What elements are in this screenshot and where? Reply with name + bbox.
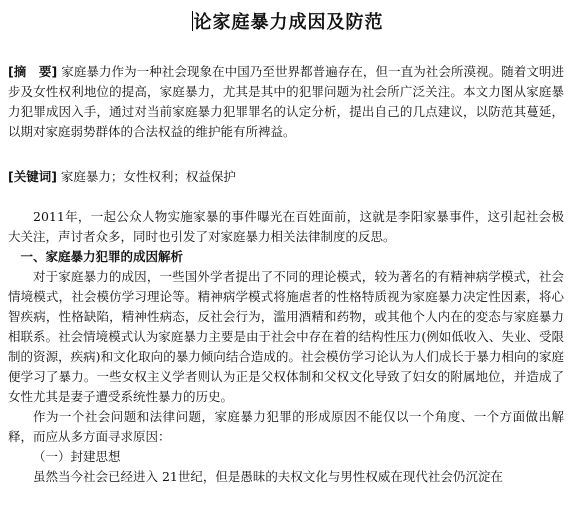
text-cursor <box>192 11 193 31</box>
body-text <box>8 207 564 487</box>
keywords-label: [关键词] <box>8 169 57 184</box>
intro-paragraph: 2011年，一起公众人物实施家暴的事件曝光在百姓面前，这就是李阳家暴事件，这引起社会极大关注，声讨者众多，同时也引发了对家庭暴力相关法律制度的反思。 <box>8 209 564 244</box>
subsection-heading: （一）封建思想 <box>33 449 121 464</box>
document-title <box>0 8 575 34</box>
document-title-text: 论家庭暴力成因及防范 <box>193 12 384 33</box>
paragraph-analysis: 作为一个社会问题和法律问题，家庭暴力犯罪的形成原因不能仅以一个角度、一个方面做出解释，而应从多方面寻求原因： <box>8 409 564 444</box>
keywords-text: 家庭暴力；女性权利；权益保护 <box>60 169 236 184</box>
paragraph-feudal: 虽然当今社会已经进入 21世纪，但是愚昧的夫权文化与男性权威在现代社会仍沉淀在 <box>33 469 503 484</box>
abstract-label: [摘 要] <box>8 64 58 79</box>
paragraph-theories: 对于家庭暴力的成因，一些国外学者提出了不同的理论模式，较为著名的有精神病学模式，社会情境模式，社会模仿学习理论等。精神病学模式将施虐者的性格特质视为家庭暴力决定性因素，将心智疾病，性格缺陷，精神性病态，反社会行为，滥用酒精和药物，或其他个人内在的変态与家庭暴力相联系。社会情境模式认为家庭暴力主要是由于社会中存在着的结构性压力(例如低收入、失业、受限制的资源，疾病)和文化取向的暴力倾向结合造成的。社会模仿学习论认为人们成长于暴力相向的家庭便学习了暴力。一些女权主义学者则认为正是父权体制和父权文化导致了妇女的附属地位，并造成了女性尤其是妻子遭受系统性暴力的历史。 <box>8 269 564 404</box>
keywords-block <box>8 167 564 187</box>
section-heading: 一、家庭暴力犯罪的成因解析 <box>20 249 184 264</box>
abstract-text: 家庭暴力作为一种社会现象在中国乃至世界都普遍存在，但一直为社会所漠视。随着文明进步及女性权利地位的提高，家庭暴力，尤其是其中的犯罪问题为社会所广泛关注。本文力图从家庭暴力犯罪成因入手，通过对当前家庭暴力犯罪罪名的认定分析，提出自己的几点建议，以防范其蔓延，以期对家庭弱势群体的合法权益的维护能有所裨益。 <box>8 64 564 139</box>
abstract-block <box>8 62 564 142</box>
